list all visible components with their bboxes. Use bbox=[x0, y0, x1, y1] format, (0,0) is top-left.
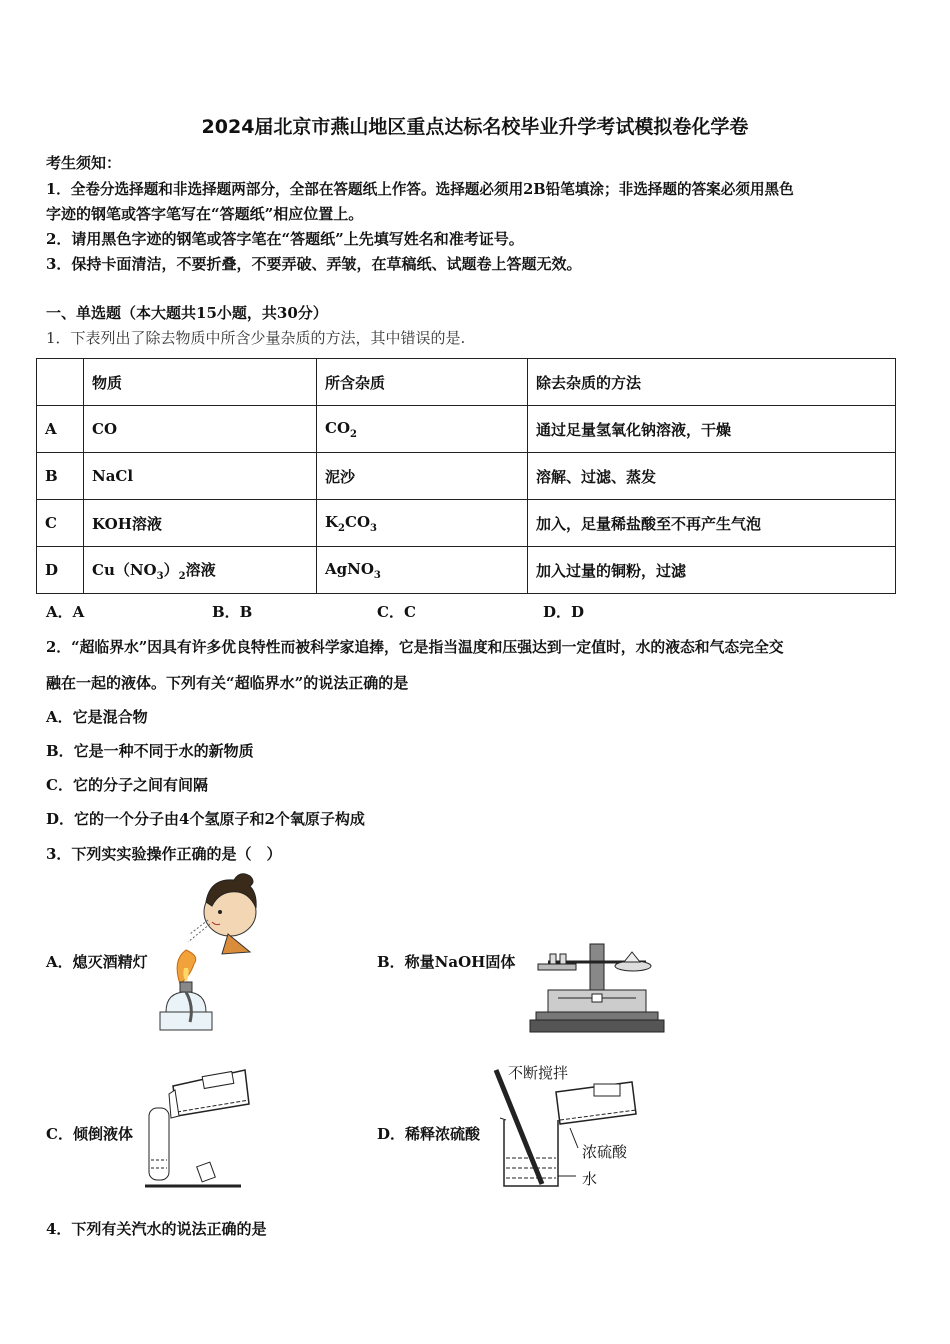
alcohol-lamp-figure bbox=[150, 872, 265, 1037]
notice-heading: 考生须知： bbox=[46, 154, 122, 172]
question-3-stem: 3．下列实实验操作正确的是（ ） bbox=[46, 845, 282, 863]
method-cell: 通过足量氢氧化钠溶液，干燥 bbox=[528, 406, 896, 453]
table-row bbox=[37, 547, 896, 594]
question-2-stem-1: 2．“超临界水”因具有许多优良特性而被科学家追捧，它是指当温度和压强达到一定值时，水的液态和气态完全交 bbox=[46, 639, 784, 656]
substance-cell: CO bbox=[84, 406, 317, 453]
impurity-cell: AgNO$_3$ bbox=[317, 547, 528, 594]
method-cell: 溶解、过滤、蒸发 bbox=[528, 453, 896, 500]
question-2-stem-2: 融在一起的液体。下列有关“超临界水”的说法正确的是 bbox=[46, 674, 409, 692]
substance-cell: KOH溶液 bbox=[84, 500, 317, 547]
q2-option-a[interactable]: A．它是混合物 bbox=[46, 708, 148, 726]
method-cell: 加入，足量稀盐酸至不再产生气泡 bbox=[528, 500, 896, 547]
notice-line-1b: 字迹的钢笔或答字笔写在“答题纸”相应位置上。 bbox=[46, 205, 364, 223]
table-row bbox=[37, 500, 896, 547]
notice-line-3: 3．保持卡面清洁，不要折叠，不要弄破、弄皱，在草稿纸、试题卷上答题无效。 bbox=[46, 255, 582, 273]
table-row bbox=[37, 453, 896, 500]
stir-label: 不断搅拌 bbox=[508, 1064, 569, 1082]
pouring-liquid-figure bbox=[145, 1064, 255, 1192]
q1-option-c[interactable]: C．C bbox=[377, 603, 416, 621]
notice-line-2: 2．请用黑色字迹的钢笔或答字笔在“答题纸”上先填写姓名和准考证号。 bbox=[46, 230, 524, 248]
q1-option-d[interactable]: D．D bbox=[543, 603, 585, 621]
row-label: D bbox=[37, 547, 84, 594]
balance-figure bbox=[528, 940, 666, 1035]
header-cell: 物质 bbox=[84, 359, 317, 406]
row-label: A bbox=[37, 406, 84, 453]
table-row bbox=[37, 406, 896, 453]
notice-line-1a: 1．全卷分选择题和非选择题两部分，全部在答题纸上作答。选择题必须用2B铅笔填涂；非选择题的答案必须用黑色 bbox=[46, 181, 794, 198]
substance-cell: $Cu(NO_3)_2$溶液 bbox=[84, 547, 317, 594]
row-label: B bbox=[37, 453, 84, 500]
section-heading: 一、单选题（本大题共15小题，共30分） bbox=[46, 304, 328, 322]
header-cell: 所含杂质 bbox=[317, 359, 528, 406]
q3-option-d[interactable]: D．稀释浓硫酸 bbox=[377, 1125, 481, 1143]
page-title: 2024届北京市燕山地区重点达标名校毕业升学考试模拟卷化学卷 bbox=[201, 116, 749, 138]
q1-option-b[interactable]: B．B bbox=[212, 603, 253, 621]
q2-option-d[interactable]: D．它的一个分子由4个氢原子和2个氧原子构成 bbox=[46, 810, 365, 828]
header-cell: 除去杂质的方法 bbox=[528, 359, 896, 406]
impurity-cell: 泥沙 bbox=[317, 453, 528, 500]
q3-option-b[interactable]: B．称量NaOH固体 bbox=[377, 953, 516, 971]
q3-option-c[interactable]: C．倾倒液体 bbox=[46, 1125, 133, 1143]
question-1-stem: 1．下表列出了除去物质中所含少量杂质的方法，其中错误的是. bbox=[46, 329, 466, 347]
q3-option-a[interactable]: A．熄灭酒精灯 bbox=[46, 953, 148, 971]
acid-label: 浓硫酸 bbox=[582, 1143, 628, 1161]
impurity-cell: $CO_2$ bbox=[317, 406, 528, 453]
q1-option-a[interactable]: A．A bbox=[46, 603, 85, 621]
header-cell bbox=[37, 359, 84, 406]
table-header-row bbox=[37, 359, 896, 406]
impurity-table bbox=[36, 358, 896, 594]
q2-option-c[interactable]: C．它的分子之间有间隔 bbox=[46, 776, 208, 794]
substance-cell: NaCl bbox=[84, 453, 317, 500]
q2-option-b[interactable]: B．它是一种不同于水的新物质 bbox=[46, 742, 254, 760]
water-label: 水 bbox=[582, 1170, 598, 1188]
impurity-cell: $K_2CO_3$ bbox=[317, 500, 528, 547]
row-label: C bbox=[37, 500, 84, 547]
question-4-stem: 4．下列有关汽水的说法正确的是 bbox=[46, 1220, 267, 1238]
method-cell: 加入过量的铜粉，过滤 bbox=[528, 547, 896, 594]
